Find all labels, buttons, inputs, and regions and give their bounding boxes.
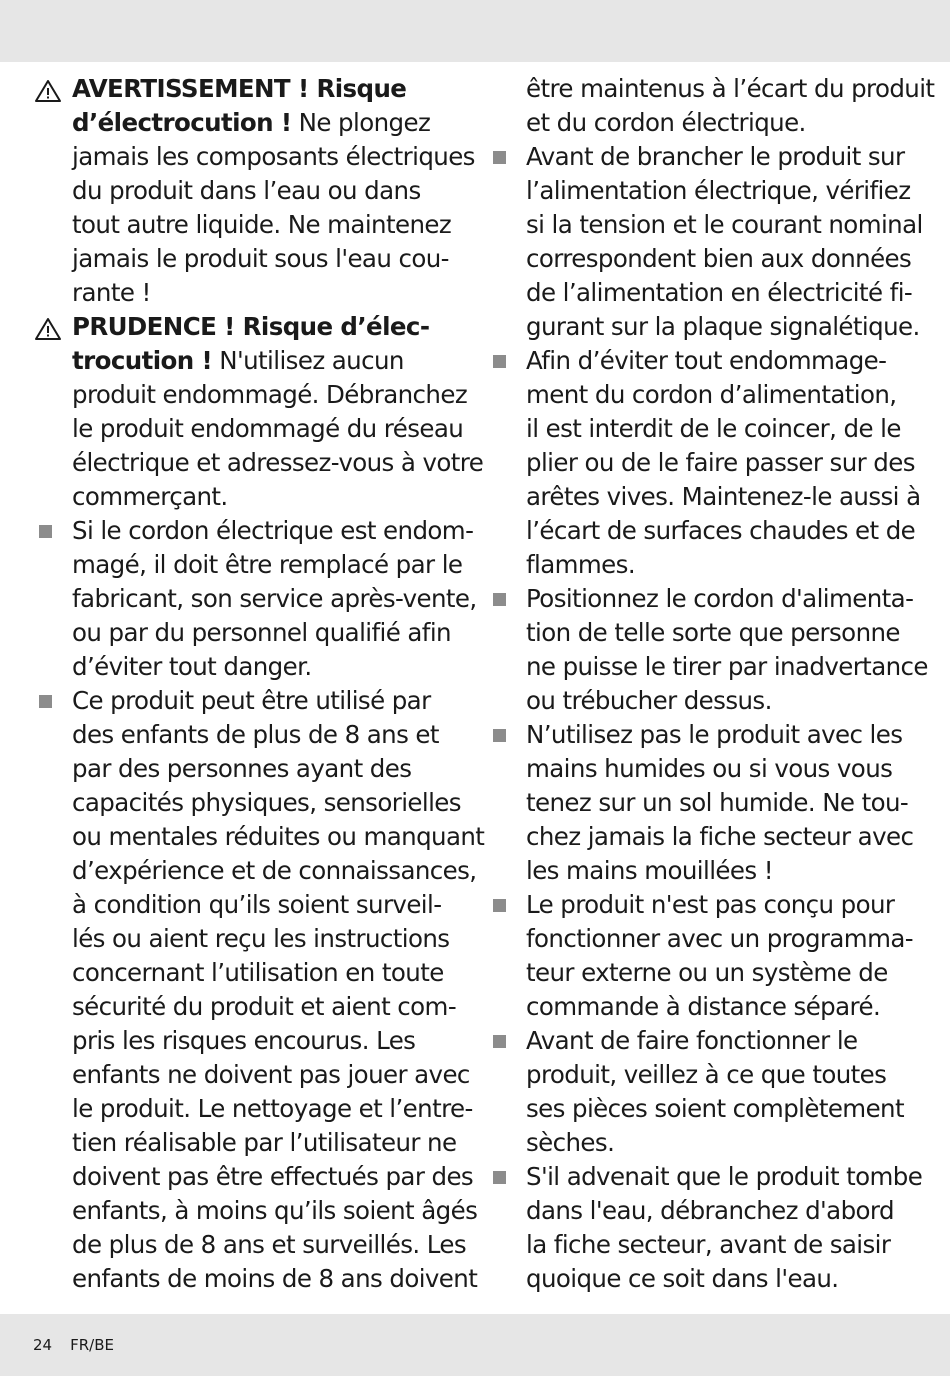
- text-line: [526, 582, 926, 616]
- text-line: [526, 140, 926, 174]
- body-text: fonctionner avec un programma-: [526, 924, 913, 953]
- text-line: [526, 514, 926, 548]
- text-line: [526, 412, 926, 446]
- text-line: [526, 650, 926, 684]
- safety-item: [486, 1160, 926, 1296]
- text-line: [72, 72, 472, 106]
- body-text: Ne plongez: [291, 108, 431, 137]
- safety-item: [486, 72, 935, 140]
- item-marker: [32, 72, 72, 106]
- bold-text: d’électrocution !: [72, 108, 292, 137]
- safety-item: [32, 72, 475, 310]
- square-bullet-icon: [39, 525, 52, 538]
- text-line: [526, 1160, 926, 1194]
- text-line: [526, 1262, 926, 1296]
- body-text: ment du cordon d’alimentation,: [526, 380, 897, 409]
- safety-item: [32, 684, 485, 1296]
- text-line: [72, 446, 484, 480]
- body-text: Avant de brancher le produit sur: [526, 142, 905, 171]
- text-line: [526, 548, 926, 582]
- body-text: arêtes vives. Maintenez-le aussi à: [526, 482, 921, 511]
- square-bullet-icon: [493, 151, 506, 164]
- body-text: mains humides ou si vous vous: [526, 754, 893, 783]
- body-text: pris les risques encourus. Les: [72, 1026, 416, 1055]
- text-line: [72, 1058, 472, 1092]
- safety-item: [486, 582, 926, 718]
- body-text: si la tension et le courant nominal: [526, 210, 923, 239]
- text-line: [526, 786, 926, 820]
- text-line: [72, 684, 472, 718]
- body-text: les mains mouillées !: [526, 856, 773, 885]
- text-line: [526, 1194, 926, 1228]
- body-text: jamais les composants électriques: [72, 142, 475, 171]
- body-text: enfants, à moins qu’ils soient âgés: [72, 1196, 478, 1225]
- item-marker: [486, 582, 526, 616]
- body-text: magé, il doit être remplacé par le: [72, 550, 463, 579]
- body-text: doivent pas être effectués par des: [72, 1162, 474, 1191]
- text-line: [526, 1228, 926, 1262]
- text-line: [526, 1024, 926, 1058]
- text-line: [72, 1160, 472, 1194]
- body-text: teur externe ou un système de: [526, 958, 888, 987]
- text-line: [72, 1024, 472, 1058]
- left-column: [32, 72, 485, 1296]
- text-line: [526, 1058, 926, 1092]
- body-text: chez jamais la fiche secteur avec: [526, 822, 914, 851]
- text-line: [526, 276, 926, 310]
- text-line: [72, 650, 472, 684]
- bold-text: trocution !: [72, 346, 213, 375]
- locale-label: FR/BE: [70, 1336, 114, 1354]
- body-text: l’alimentation électrique, vérifiez: [526, 176, 911, 205]
- text-line: [72, 582, 477, 616]
- text-line: [526, 344, 926, 378]
- item-marker: [486, 1160, 526, 1194]
- body-text: Le produit n'est pas conçu pour: [526, 890, 895, 919]
- square-bullet-icon: [493, 1171, 506, 1184]
- body-text: tout autre liquide. Ne maintenez: [72, 210, 452, 239]
- text-line: [72, 106, 472, 140]
- text-line: [526, 480, 926, 514]
- text-line: [72, 854, 477, 888]
- text-line: [526, 174, 926, 208]
- text-line: [72, 616, 472, 650]
- text-line: [72, 718, 472, 752]
- text-line: [72, 208, 472, 242]
- safety-item: [486, 344, 926, 582]
- square-bullet-icon: [493, 593, 506, 606]
- body-text: des enfants de plus de 8 ans et: [72, 720, 439, 749]
- safety-item: [486, 888, 926, 1024]
- text-line: [72, 786, 472, 820]
- body-text: jamais le produit sous l'eau cou-: [72, 244, 449, 273]
- safety-item: [486, 140, 926, 344]
- text-line: [72, 820, 485, 854]
- body-text: quoique ce soit dans l'eau.: [526, 1264, 839, 1293]
- item-marker: [486, 718, 526, 752]
- body-text: tion de telle sorte que personne: [526, 618, 900, 647]
- text-line: [72, 174, 472, 208]
- item-marker: [486, 72, 526, 106]
- text-line: [72, 548, 472, 582]
- body-text: Si le cordon électrique est endom-: [72, 516, 474, 545]
- right-column: [486, 72, 935, 1296]
- body-text: commerçant.: [72, 482, 228, 511]
- body-text: être maintenus à l’écart du produit: [526, 74, 935, 103]
- body-text: et du cordon électrique.: [526, 108, 806, 137]
- footer-band: [0, 1314, 950, 1376]
- body-text: le produit. Le nettoyage et l’entre-: [72, 1094, 473, 1123]
- body-text: plier ou de le faire passer sur des: [526, 448, 915, 477]
- page-number: 24: [33, 1336, 53, 1354]
- body-text: rante !: [72, 278, 151, 307]
- text-line: [72, 344, 472, 378]
- text-line: [526, 718, 926, 752]
- item-marker: [32, 684, 72, 718]
- body-text: enfants ne doivent pas jouer avec: [72, 1060, 470, 1089]
- bold-text: PRUDENCE ! Risque d’élec-: [72, 312, 430, 341]
- text-line: [72, 888, 472, 922]
- body-text: Positionnez le cordon d'alimenta-: [526, 584, 914, 613]
- body-text: à condition qu’ils soient surveil-: [72, 890, 442, 919]
- text-line: [526, 922, 926, 956]
- text-line: [526, 378, 926, 412]
- page-footer: [33, 1336, 114, 1354]
- text-line: [526, 820, 926, 854]
- body-text: fabricant, son service après-vente,: [72, 584, 477, 613]
- safety-item: [486, 1024, 926, 1160]
- square-bullet-icon: [39, 695, 52, 708]
- body-text: d’éviter tout danger.: [72, 652, 312, 681]
- text-line: [526, 208, 926, 242]
- body-text: sécurité du produit et aient com-: [72, 992, 457, 1021]
- body-text: tenez sur un sol humide. Ne tou-: [526, 788, 909, 817]
- item-marker: [486, 1024, 526, 1058]
- body-text: N’utilisez pas le produit avec les: [526, 720, 903, 749]
- text-line: [526, 616, 926, 650]
- body-text: S'il advenait que le produit tombe: [526, 1162, 923, 1191]
- text-line: [526, 106, 926, 140]
- text-line: [72, 242, 472, 276]
- body-text: de plus de 8 ans et surveillés. Les: [72, 1230, 467, 1259]
- text-line: [72, 1092, 472, 1126]
- square-bullet-icon: [493, 899, 506, 912]
- body-text: électrique et adressez-vous à votre: [72, 448, 484, 477]
- text-line: [72, 1194, 478, 1228]
- body-text: l’écart de surfaces chaudes et de: [526, 516, 916, 545]
- text-line: [72, 752, 472, 786]
- safety-item: [32, 514, 477, 684]
- body-text: Afin d’éviter tout endommage-: [526, 346, 887, 375]
- item-marker: [32, 310, 72, 344]
- text-line: [526, 956, 926, 990]
- body-text: sèches.: [526, 1128, 615, 1157]
- body-text: capacités physiques, sensorielles: [72, 788, 461, 817]
- body-text: lés ou aient reçu les instructions: [72, 924, 450, 953]
- body-text: du produit dans l’eau ou dans: [72, 176, 421, 205]
- body-text: flammes.: [526, 550, 636, 579]
- body-text: dans l'eau, débranchez d'abord: [526, 1196, 894, 1225]
- text-line: [72, 276, 472, 310]
- body-text: Avant de faire fonctionner le: [526, 1026, 858, 1055]
- text-line: [72, 514, 472, 548]
- body-text: commande à distance séparé.: [526, 992, 881, 1021]
- item-marker: [32, 514, 72, 548]
- body-text: de l’alimentation en électricité fi-: [526, 278, 913, 307]
- text-line: [72, 922, 472, 956]
- text-line: [526, 888, 926, 922]
- text-line: [72, 480, 472, 514]
- square-bullet-icon: [493, 355, 506, 368]
- body-text: N'utilisez aucun: [212, 346, 404, 375]
- item-marker: [486, 344, 526, 378]
- text-line: [72, 1228, 472, 1262]
- text-line: [526, 990, 926, 1024]
- text-line: [72, 990, 472, 1024]
- text-line: [72, 310, 472, 344]
- safety-item: [486, 718, 926, 888]
- body-text: il est interdit de le coincer, de le: [526, 414, 901, 443]
- body-text: gurant sur la plaque signalétique.: [526, 312, 920, 341]
- body-text: ses pièces soient complètement: [526, 1094, 904, 1123]
- text-line: [526, 242, 926, 276]
- body-text: produit endommagé. Débranchez: [72, 380, 468, 409]
- item-marker: [486, 140, 526, 174]
- body-text: ne puisse le tirer par inadvertance: [526, 652, 928, 681]
- text-line: [72, 956, 472, 990]
- bold-text: AVERTISSEMENT ! Risque: [72, 74, 407, 103]
- square-bullet-icon: [493, 729, 506, 742]
- warning-icon: [34, 317, 62, 341]
- text-line: [526, 1092, 926, 1126]
- text-line: [72, 140, 475, 174]
- text-line: [526, 752, 926, 786]
- body-text: tien réalisable par l’utilisateur ne: [72, 1128, 457, 1157]
- text-line: [526, 72, 935, 106]
- body-text: Ce produit peut être utilisé par: [72, 686, 431, 715]
- text-line: [72, 378, 472, 412]
- body-text: ou mentales réduites ou manquant: [72, 822, 485, 851]
- text-line: [72, 1126, 472, 1160]
- body-text: d’expérience et de connaissances,: [72, 856, 477, 885]
- text-line: [526, 446, 926, 480]
- body-text: la fiche secteur, avant de saisir: [526, 1230, 891, 1259]
- text-line: [526, 310, 926, 344]
- warning-icon: [34, 79, 62, 103]
- safety-item: [32, 310, 484, 514]
- header-band: [0, 0, 950, 62]
- body-text: ou par du personnel qualifié afin: [72, 618, 451, 647]
- item-marker: [486, 888, 526, 922]
- text-line: [526, 1126, 926, 1160]
- body-text: le produit endommagé du réseau: [72, 414, 464, 443]
- body-text: ou trébucher dessus.: [526, 686, 772, 715]
- square-bullet-icon: [493, 1035, 506, 1048]
- text-line: [72, 1262, 478, 1296]
- body-text: concernant l’utilisation en toute: [72, 958, 444, 987]
- text-line: [72, 412, 472, 446]
- text-line: [526, 854, 926, 888]
- body-text: produit, veillez à ce que toutes: [526, 1060, 887, 1089]
- text-line: [526, 684, 926, 718]
- body-text: par des personnes ayant des: [72, 754, 412, 783]
- body-text: correspondent bien aux données: [526, 244, 912, 273]
- body-text: enfants de moins de 8 ans doivent: [72, 1264, 478, 1293]
